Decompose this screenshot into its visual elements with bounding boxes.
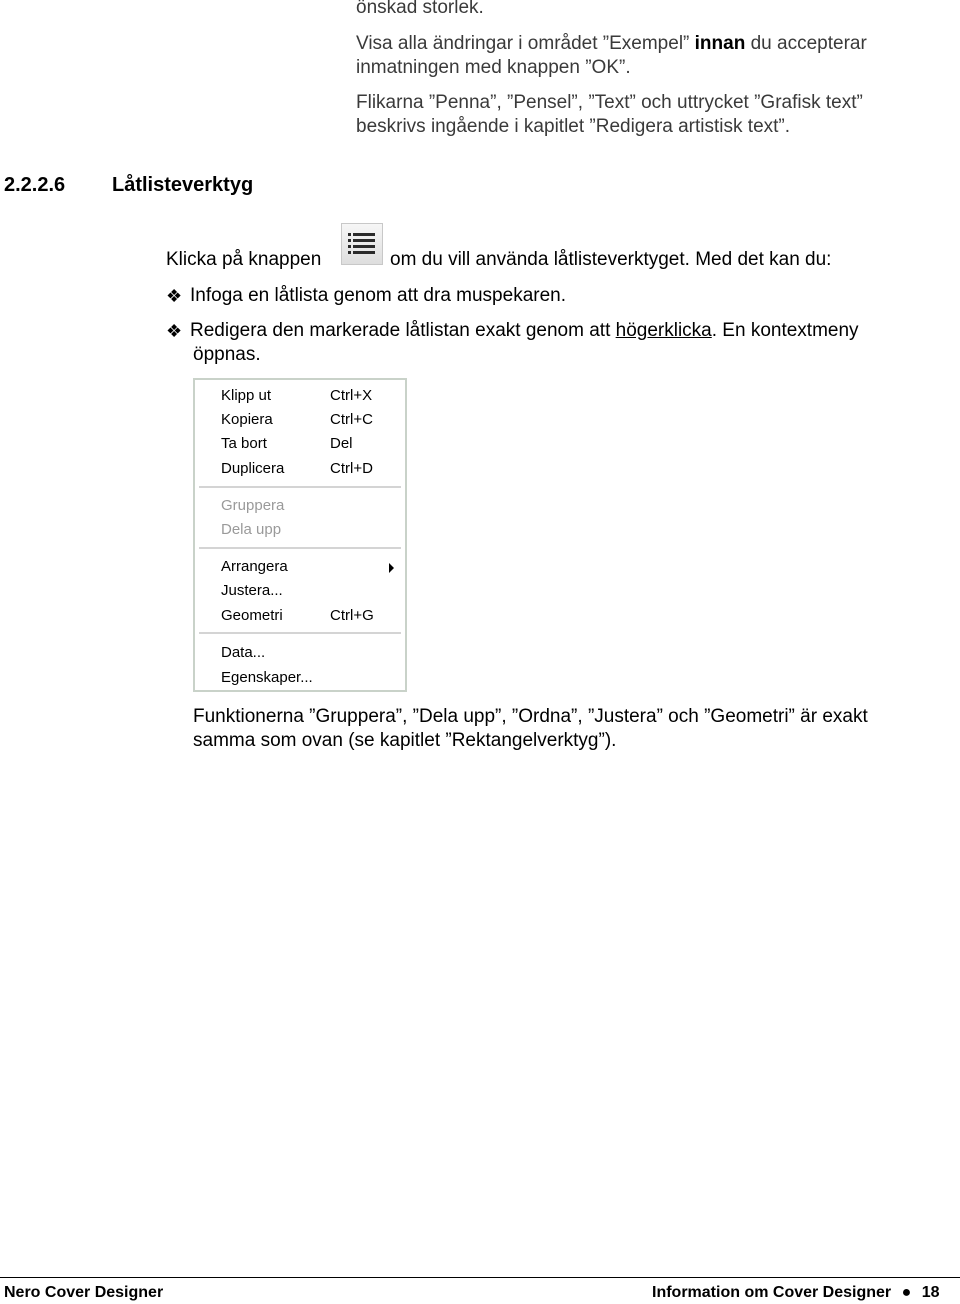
menu-item-klipp-ut[interactable]: Klipp ut — [221, 387, 272, 404]
menu-item-dela-upp: Dela upp — [221, 521, 282, 538]
footer-chapter: Information om Cover Designer — [652, 1284, 892, 1301]
paragraph-exempel — [356, 32, 867, 56]
page-number: 18 — [921, 1284, 940, 1301]
menu-item-arrangera[interactable]: Arrangera — [221, 558, 288, 575]
menu-item-gruppera: Gruppera — [221, 497, 285, 514]
menu-shortcut: Ctrl+C — [330, 411, 373, 428]
menu-shortcut: Ctrl+X — [330, 387, 373, 404]
footer-right — [652, 1283, 940, 1303]
bullet-icon: ❖ — [166, 321, 183, 341]
menu-item-egenskaper[interactable]: Egenskaper... — [221, 669, 313, 686]
text-span: Redigera den markerade låtlistan exakt genom att — [190, 320, 616, 341]
menu-separator — [199, 486, 401, 488]
intro-text-post: om du vill använda låtlisteverktyget. Med det kan du: — [390, 249, 832, 270]
text-line: Funktionerna ”Gruppera”, ”Dela upp”, ”Ordna”, ”Justera” och ”Geometri” är exakt — [193, 706, 868, 727]
bullet-text-continued: öppnas. — [193, 344, 261, 365]
text-line: beskrivs ingående i kapitlet ”Redigera artistisk text”. — [356, 116, 791, 137]
menu-item-ta-bort[interactable]: Ta bort — [221, 435, 267, 452]
footer-left: Nero Cover Designer — [4, 1284, 164, 1301]
menu-shortcut: Del — [330, 435, 353, 452]
footer-bullet-icon: ● — [901, 1284, 912, 1301]
menu-item-justera[interactable]: Justera... — [221, 582, 283, 599]
text-span: . En kontextmeny — [711, 320, 859, 341]
menu-item-duplicera[interactable]: Duplicera — [221, 460, 285, 477]
footer-rule — [0, 1277, 960, 1278]
submenu-arrow-icon — [389, 563, 394, 573]
context-menu — [193, 378, 407, 692]
bullet-icon: ❖ — [166, 286, 183, 306]
section-number: 2.2.2.6 — [4, 174, 66, 196]
text-line: önskad storlek. — [356, 0, 484, 18]
list-tool-icon-graphic — [342, 224, 382, 264]
text-span: du accepterar — [745, 33, 867, 54]
menu-separator — [199, 632, 401, 634]
text-span: Visa alla ändringar i området ”Exempel” — [356, 33, 695, 54]
bullet-text: Infoga en låtlista genom att dra muspekaren. — [190, 285, 567, 306]
text-line: inmatningen med knappen ”OK”. — [356, 57, 631, 78]
menu-item-geometri[interactable]: Geometri — [221, 607, 283, 624]
list-tool-icon — [341, 223, 383, 265]
text-line: samma som ovan (se kapitlet ”Rektangelverktyg”). — [193, 730, 617, 751]
menu-shortcut: Ctrl+G — [330, 607, 374, 624]
menu-item-kopiera[interactable]: Kopiera — [221, 411, 273, 428]
hogerklicka-link[interactable]: högerklicka — [615, 320, 712, 341]
emphasis-text: innan — [694, 33, 746, 54]
text-line: Flikarna ”Penna”, ”Pensel”, ”Text” och uttrycket ”Grafisk text” — [356, 92, 863, 113]
intro-text-pre: Klicka på knappen — [166, 249, 322, 270]
section-title: Låtlisteverktyg — [112, 174, 254, 196]
menu-shortcut: Ctrl+D — [330, 460, 373, 477]
menu-separator — [199, 547, 401, 549]
menu-item-data[interactable]: Data... — [221, 644, 266, 661]
bullet-text — [190, 319, 859, 343]
